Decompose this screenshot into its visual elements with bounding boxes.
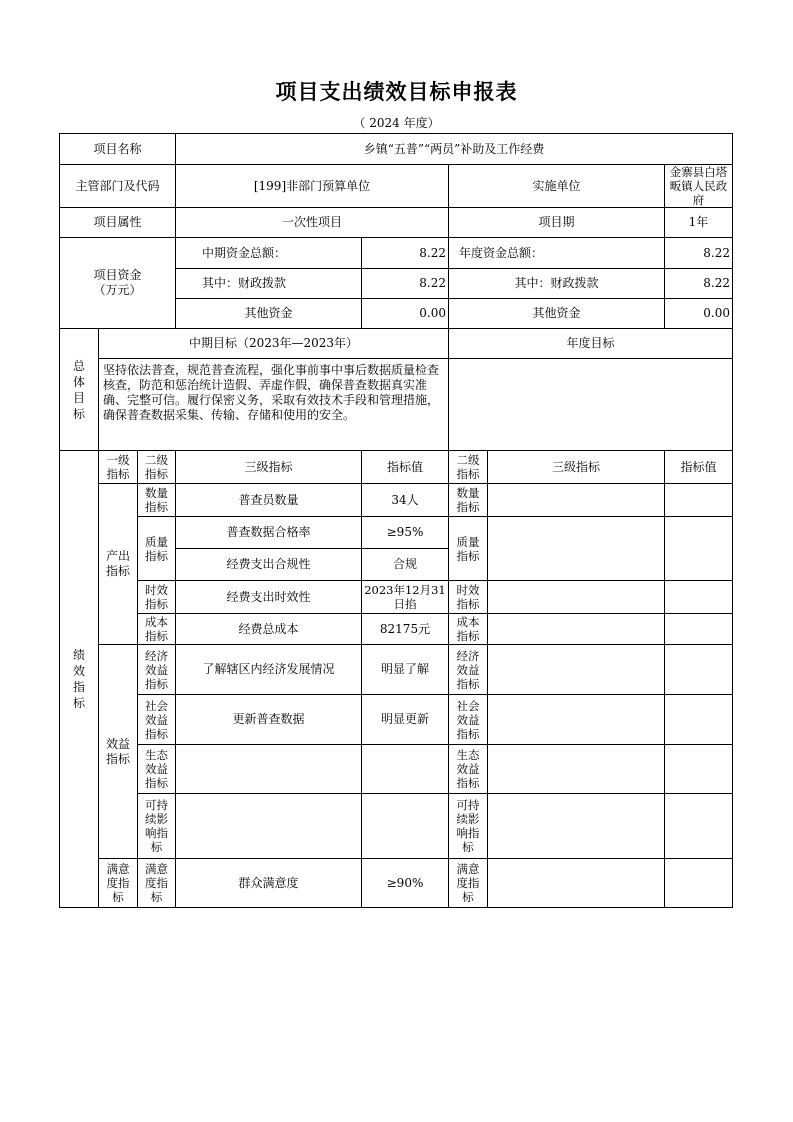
indicator-name: 群众满意度 xyxy=(176,859,362,908)
indicator-value: 2023年12月31日掐 xyxy=(362,581,449,614)
project-name-label: 项目名称 xyxy=(60,134,176,165)
attr-value: 一次性项目 xyxy=(176,208,449,238)
level2-header: 二级指标 xyxy=(138,451,176,484)
benefit-label: 效益指标 xyxy=(99,645,138,859)
year-total-label: 年度资金总额： xyxy=(449,238,665,269)
indicator-value: 明显了解 xyxy=(362,645,449,695)
impl-label: 实施单位 xyxy=(449,165,665,208)
indicator-name-year xyxy=(488,859,665,908)
mid-fiscal-label: 其中：财政拨款 xyxy=(176,269,362,299)
mid-other-value: 0.00 xyxy=(362,299,449,329)
year-goal-header: 年度目标 xyxy=(449,329,733,359)
attr-label: 项目属性 xyxy=(60,208,176,238)
quantity-label-year: 数量指标 xyxy=(449,484,488,517)
indicator-value: 明显更新 xyxy=(362,695,449,745)
quality-label-year: 质量指标 xyxy=(449,517,488,581)
year-fiscal-label: 其中：财政拨款 xyxy=(449,269,665,299)
indicator-name xyxy=(176,794,362,859)
dept-value: [199]非部门预算单位 xyxy=(176,165,449,208)
indicator-value-year xyxy=(665,517,733,581)
mid-total-label: 中期资金总额： xyxy=(176,238,362,269)
indicators-label: 绩效指标 xyxy=(60,451,99,908)
indicator-name-year xyxy=(488,517,665,581)
indicator-value-year xyxy=(665,614,733,645)
indicator-value-year xyxy=(665,581,733,614)
level2-header-year: 二级指标 xyxy=(449,451,488,484)
indicator-name-year xyxy=(488,614,665,645)
indicator-name: 普查数据合格率 xyxy=(176,517,362,549)
funds-label: 项目资金（万元） xyxy=(60,238,176,329)
social-label-year: 社会效益指标 xyxy=(449,695,488,745)
mid-fiscal-value: 8.22 xyxy=(362,269,449,299)
ecological-label-year: 生态效益指标 xyxy=(449,745,488,794)
indicator-value-year xyxy=(665,745,733,794)
economic-label: 经济效益指标 xyxy=(138,645,176,695)
mid-total-value: 8.22 xyxy=(362,238,449,269)
indicator-value: ≥95% xyxy=(362,517,449,549)
indicator-name: 普查员数量 xyxy=(176,484,362,517)
value-header: 指标值 xyxy=(362,451,449,484)
mid-goal-text: 坚持依法普查，规范普查流程，强化事前事中事后数据质量检查核查，防范和惩治统计造假、弄虚作假，确保普查数据真实准确、完整可信。履行保密义务，采取有效技术手段和管理措施，确保普查数据采集、传输、存储和使用的安全。 xyxy=(99,359,449,451)
indicator-value-year xyxy=(665,645,733,695)
cost-label: 成本指标 xyxy=(138,614,176,645)
level3-header-year: 三级指标 xyxy=(488,451,665,484)
indicator-value xyxy=(362,745,449,794)
indicator-name: 更新普查数据 xyxy=(176,695,362,745)
value-header-year: 指标值 xyxy=(665,451,733,484)
satisfaction-sub-label-year: 满意度指标 xyxy=(449,859,488,908)
ecological-label: 生态效益指标 xyxy=(138,745,176,794)
year-other-label: 其他资金 xyxy=(449,299,665,329)
indicator-value: 82175元 xyxy=(362,614,449,645)
indicator-value: 合规 xyxy=(362,549,449,581)
indicator-name: 经费总成本 xyxy=(176,614,362,645)
indicator-name: 经费支出合规性 xyxy=(176,549,362,581)
year-fiscal-value: 8.22 xyxy=(665,269,733,299)
indicator-name-year xyxy=(488,695,665,745)
indicator-name: 经费支出时效性 xyxy=(176,581,362,614)
social-label: 社会效益指标 xyxy=(138,695,176,745)
page-title: 项目支出绩效目标申报表 xyxy=(275,79,518,104)
sustainable-label: 可持续影响指标 xyxy=(138,794,176,859)
indicator-name-year xyxy=(488,581,665,614)
period-label: 项目期 xyxy=(449,208,665,238)
timeliness-label: 时效指标 xyxy=(138,581,176,614)
year-total-value: 8.22 xyxy=(665,238,733,269)
dept-label: 主管部门及代码 xyxy=(60,165,176,208)
timeliness-label-year: 时效指标 xyxy=(449,581,488,614)
output-label: 产出指标 xyxy=(99,484,138,645)
indicator-value-year xyxy=(665,794,733,859)
indicator-name xyxy=(176,745,362,794)
performance-table xyxy=(59,133,733,908)
year-goal-text xyxy=(449,359,733,451)
quantity-label: 数量指标 xyxy=(138,484,176,517)
period-value: 1年 xyxy=(665,208,733,238)
economic-label-year: 经济效益指标 xyxy=(449,645,488,695)
fiscal-year: （ 2024 年度） xyxy=(353,116,440,130)
indicator-value-year xyxy=(665,484,733,517)
indicator-name-year xyxy=(488,794,665,859)
indicator-name-year xyxy=(488,484,665,517)
indicator-value xyxy=(362,794,449,859)
indicator-name-year xyxy=(488,745,665,794)
indicator-name: 了解辖区内经济发展情况 xyxy=(176,645,362,695)
year-other-value: 0.00 xyxy=(665,299,733,329)
indicator-value-year xyxy=(665,695,733,745)
satisfaction-sub-label: 满意度指标 xyxy=(138,859,176,908)
level3-header: 三级指标 xyxy=(176,451,362,484)
goal-label: 总体目标 xyxy=(60,329,99,451)
indicator-name-year xyxy=(488,645,665,695)
impl-value: 金寨县白塔畈镇人民政府 xyxy=(665,165,733,208)
cost-label-year: 成本指标 xyxy=(449,614,488,645)
quality-label: 质量指标 xyxy=(138,517,176,581)
indicator-value: ≥90% xyxy=(362,859,449,908)
mid-goal-header: 中期目标（2023年—2023年） xyxy=(99,329,449,359)
level1-header: 一级指标 xyxy=(99,451,138,484)
indicator-value: 34人 xyxy=(362,484,449,517)
sustainable-label-year: 可持续影响指标 xyxy=(449,794,488,859)
indicator-value-year xyxy=(665,859,733,908)
satisfaction-label: 满意度指标 xyxy=(99,859,138,908)
mid-other-label: 其他资金 xyxy=(176,299,362,329)
project-name-value: 乡镇“五普”“两员”补助及工作经费 xyxy=(176,134,733,165)
